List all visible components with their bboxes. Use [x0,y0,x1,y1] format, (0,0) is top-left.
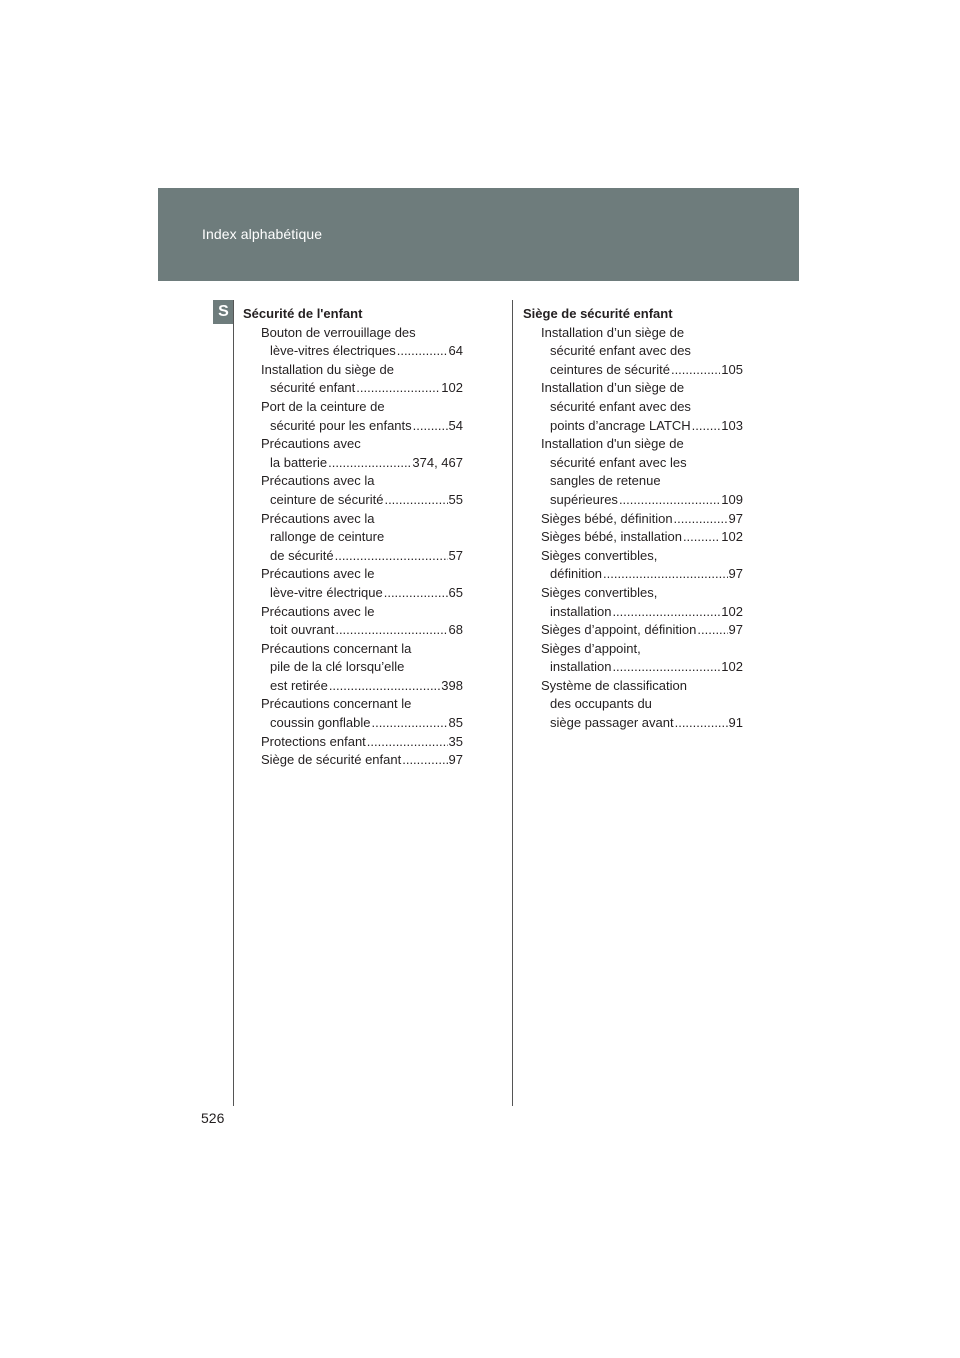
page-reference[interactable]: 102 [721,659,743,675]
entry-leader-line [261,584,463,603]
dot-leader [619,491,720,510]
dot-leader [384,584,448,603]
section-letter-tab: S [213,300,234,324]
page-reference[interactable]: 102 [721,529,743,545]
index-entry [541,677,743,733]
dot-leader [612,603,720,622]
index-entry [541,640,743,677]
entry-label: ceinture de sécurité [270,491,384,507]
entry-label: Siège de sécurité enfant [261,752,402,768]
entry-text-line: rallonge de ceinture [270,529,385,545]
entry-text-line: sécurité enfant avec les [550,454,687,470]
entry-leader-line [261,733,463,752]
dot-leader [675,714,728,733]
index-entry [261,510,463,566]
index-entry [261,435,463,472]
index-entry [541,379,743,435]
entry-text-line: Bouton de verrouillage des [261,324,416,340]
index-entry [541,621,743,640]
entry-leader-line [541,361,743,380]
page-reference[interactable]: 102 [441,380,463,396]
entry-text-line: Installation du siège de [261,361,394,377]
entry-text-line: Sièges d’appoint, [541,640,641,656]
entry-leader-line [541,510,743,529]
entry-label: sécurité enfant [270,380,356,396]
dot-leader [371,714,447,733]
dot-leader [413,417,448,436]
dot-leader [367,733,448,752]
entry-text-line: Système de classification [541,677,687,693]
entry-text-line: sécurité enfant avec des [550,398,691,414]
entry-leader-line [261,454,463,473]
entry-label: ceintures de sécurité [550,361,670,377]
entry-leader-line [261,547,463,566]
page-reference[interactable]: 97 [728,622,743,638]
entry-label: supérieures [550,491,618,507]
page-reference[interactable]: 68 [448,622,463,638]
page-reference[interactable]: 105 [721,361,743,377]
page-reference[interactable]: 65 [448,584,463,600]
dot-leader [671,361,720,380]
dot-leader [603,565,727,584]
dot-leader [335,621,447,640]
index-heading: Siège de sécurité enfant [523,306,673,321]
page-reference[interactable]: 109 [721,491,743,507]
dot-leader [328,454,411,473]
entry-text-line: Précautions avec le [261,566,375,582]
entry-label: lève-vitres électriques [270,343,396,359]
entry-label: la batterie [270,454,328,470]
index-entry [261,603,463,640]
entry-text-line: Installation d'un siège de [541,436,684,452]
entry-leader-line [261,621,463,640]
entry-text-line: Précautions avec la [261,473,375,489]
entry-leader-line [541,603,743,622]
index-entry [541,528,743,547]
entry-leader-line [261,491,463,510]
entry-text-line: sangles de retenue [550,473,661,489]
index-entry [261,398,463,435]
entry-text-line: Installation d’un siège de [541,324,685,340]
entry-text-line: Précautions concernant le [261,696,412,712]
entry-leader-line [541,658,743,677]
entry-leader-line [261,751,463,770]
index-entry [541,510,743,529]
entry-label: de sécurité [270,547,334,563]
entry-leader-line [261,417,463,436]
entry-text-line: Installation d’un siège de [541,380,685,396]
page-reference[interactable]: 97 [728,566,743,582]
page-reference[interactable]: 103 [721,417,743,433]
entry-text-line: Précautions avec la [261,510,375,526]
index-column-left [243,305,463,770]
column-divider-rule [512,300,513,1106]
dot-leader [356,379,440,398]
entry-label: Sièges bébé, définition [541,510,673,526]
index-entry [541,324,743,380]
entry-label: est retirée [270,677,328,693]
entry-leader-line [541,528,743,547]
entry-label: Sièges d’appoint, définition [541,622,697,638]
entry-label: Sièges bébé, installation [541,529,682,545]
dot-leader [683,528,720,547]
dot-leader [384,491,447,510]
page-reference[interactable]: 54 [448,417,463,433]
dot-leader [402,751,447,770]
index-entry [261,695,463,732]
entry-text-line: Précautions avec [261,436,361,452]
page-reference[interactable]: 91 [728,715,743,731]
entry-label: coussin gonflable [270,715,371,731]
page-reference[interactable]: 398 [441,677,463,693]
index-entry [261,472,463,509]
left-margin-rule [233,300,234,1106]
entry-leader-line [541,565,743,584]
entry-text-line: Précautions avec le [261,603,375,619]
entry-label: Protections enfant [261,733,366,749]
index-entry [261,640,463,696]
index-column-right [523,305,743,733]
dot-leader [397,342,448,361]
page-reference[interactable]: 97 [448,752,463,768]
dot-leader [697,621,727,640]
header-band [158,188,799,281]
entry-text-line: pile de la clé lorsqu’elle [270,659,405,675]
page-reference[interactable]: 97 [728,510,743,526]
index-entry [261,733,463,752]
page-reference[interactable]: 85 [448,715,463,731]
entry-text-line: Sièges convertibles, [541,584,658,600]
dot-leader [692,417,721,436]
entry-label: sécurité pour les enfants [270,417,412,433]
dot-leader [674,510,728,529]
page-number: 526 [201,1110,225,1126]
index-entry [261,565,463,602]
entry-text-line: des occupants du [550,696,652,712]
entry-label: siège passager avant [550,715,674,731]
page-reference[interactable]: 55 [448,491,463,507]
index-entry [261,751,463,770]
entry-text-line: Port de la ceinture de [261,398,385,414]
index-entry [261,361,463,398]
dot-leader [612,658,720,677]
entry-text-line: Sièges convertibles, [541,547,658,563]
entry-label: lève-vitre électrique [270,584,383,600]
entry-leader-line [541,621,743,640]
entry-leader-line [261,677,463,696]
page-reference[interactable]: 374, 467 [412,454,463,470]
entry-leader-line [261,342,463,361]
entry-text-line: sécurité enfant avec des [550,343,691,359]
index-entry [541,547,743,584]
entry-leader-line [541,714,743,733]
dot-leader [329,677,440,696]
dot-leader [335,547,448,566]
entry-label: installation [550,659,612,675]
entry-label: définition [550,566,603,582]
page-reference[interactable]: 64 [448,343,463,359]
entry-leader-line [261,714,463,733]
index-entry [541,435,743,509]
index-entry [541,584,743,621]
page-reference[interactable]: 57 [448,547,463,563]
index-heading: Sécurité de l'enfant [243,306,363,321]
entry-label: points d’ancrage LATCH [550,417,691,433]
header-title: Index alphabétique [202,226,323,242]
entry-leader-line [541,491,743,510]
index-entry [261,324,463,361]
page-reference[interactable]: 102 [721,603,743,619]
entry-label: installation [550,603,612,619]
page-reference[interactable]: 35 [448,733,463,749]
entry-leader-line [541,417,743,436]
entry-text-line: Précautions concernant la [261,640,412,656]
entry-leader-line [261,379,463,398]
entry-label: toit ouvrant [270,622,335,638]
